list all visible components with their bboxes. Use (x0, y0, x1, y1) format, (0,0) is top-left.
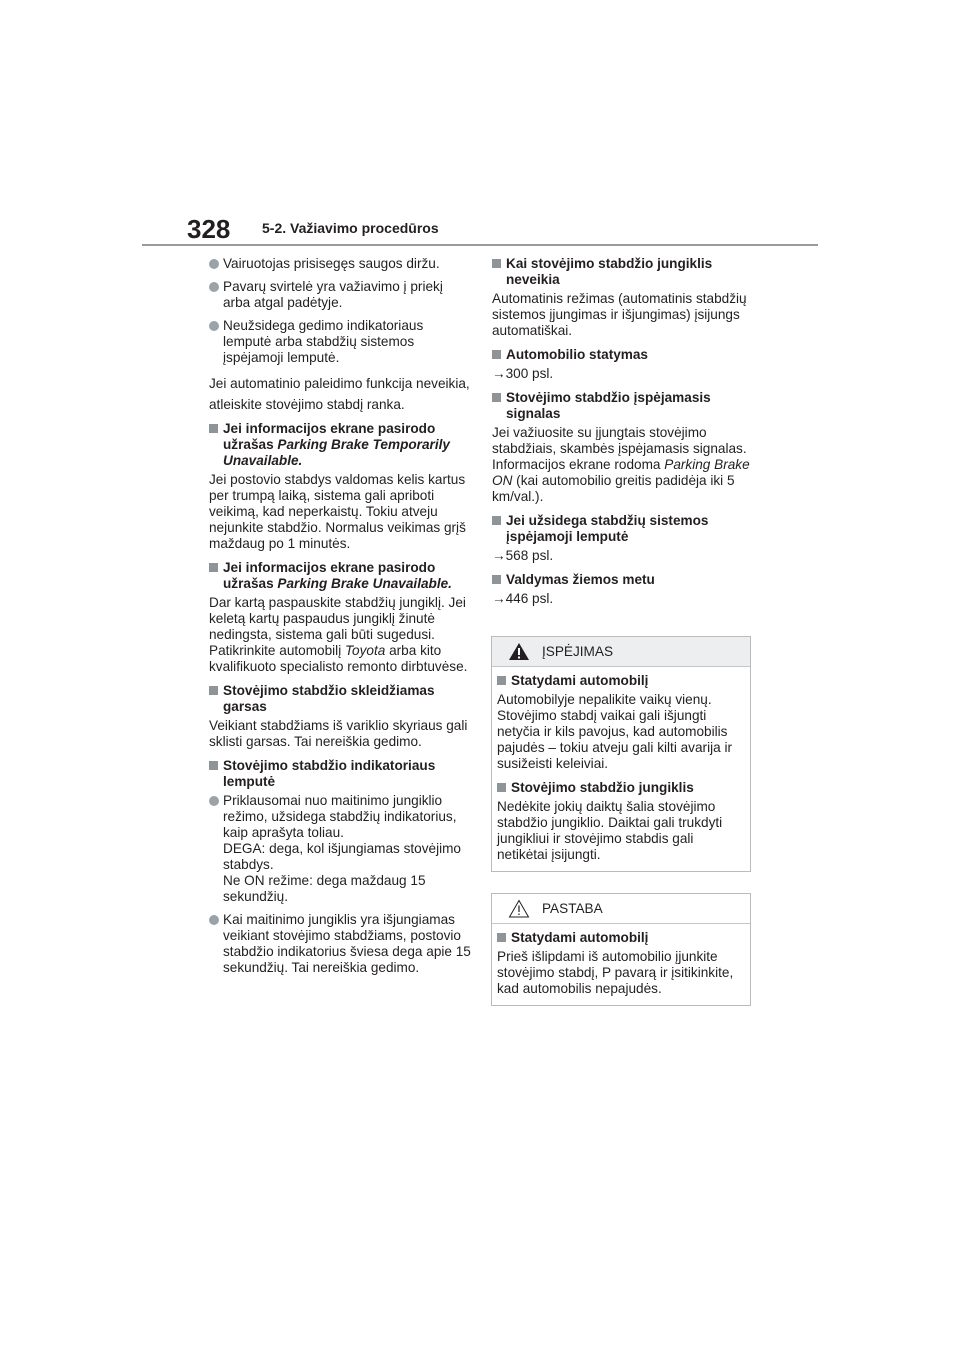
section-title: 5-2. Važiavimo procedūros (262, 220, 439, 236)
square-bullet-icon (492, 259, 501, 268)
bullet-icon (209, 259, 219, 269)
section-body: Automobilyje nepalikite vaikų vienų. Stovėjimo stabdį vaikai gali išjungti netyčia ir kils pavojus, kad automobilis pajudės – tokiu atveju gali kilti avarija ir susižeisti keleiviai. (497, 692, 732, 771)
section-heading: Kai stovėjimo stabdžio jungiklis neveikia (492, 256, 750, 288)
section-heading: Stovėjimo stabdžio įspėjamasis signalas (492, 390, 750, 422)
section-heading: Stovėjimo stabdžio jungiklis (497, 780, 745, 796)
list-item: Vairuotojas prisisegęs saugos diržu. (209, 256, 471, 272)
section-body: Automatinis režimas (automatinis stabdžių sistemos įjungimas ir išjungimas) įsijungs automatiškai. (492, 291, 747, 338)
square-bullet-icon (492, 575, 501, 584)
section-heading: Jei užsidega stabdžių sistemos įspėjamoji lemputė (492, 513, 750, 545)
square-bullet-icon (492, 393, 501, 402)
square-bullet-icon (209, 686, 218, 695)
bullet-icon (209, 282, 219, 292)
square-bullet-icon (492, 516, 501, 525)
square-bullet-icon (497, 783, 506, 792)
section-body: Prieš išlipdami iš automobilio įjunkite stovėjimo stabdį, P pavarą ir įsitikinkite, kad automobilis nepajudės. (497, 949, 734, 996)
square-bullet-icon (209, 761, 218, 770)
section-body: Jei postovio stabdys valdomas kelis kartus per trumpą laiką, sistema gali apriboti veikimą, kad neperkaistų. Tokiu atveju nejunkite stabdžio. Normalus veikimas grįš maždaug po 1 minutės. (209, 472, 466, 551)
bullet-icon (209, 796, 219, 806)
list-item: Neužsidega gedimo indikatoriaus lemputė arba stabdžių sistemos įspėjamoji lemputė. (209, 318, 471, 366)
bullet-icon (209, 321, 219, 331)
square-bullet-icon (209, 424, 218, 433)
page-reference: →300 psl. (492, 366, 554, 381)
bullet-icon (209, 915, 219, 925)
square-bullet-icon (497, 933, 506, 942)
list-item: Pavarų svirtelė yra važiavimo į priekį arba atgal padėtyje. (209, 279, 471, 311)
left-column (209, 256, 471, 983)
notice-box (491, 893, 751, 1006)
page-number: 328 (187, 214, 231, 244)
square-bullet-icon (492, 350, 501, 359)
warning-triangle-icon (508, 642, 530, 661)
notice-triangle-icon (508, 899, 530, 918)
section-heading: Jei informacijos ekrane pasirodo užrašas Parking Brake Unavailable. (209, 560, 471, 592)
notice-title: PASTABA (542, 901, 603, 916)
section-body: Nedėkite jokių daiktų šalia stovėjimo stabdžio jungiklio. Daiktai gali trukdyti jungikliui ir stovėjimo stabdis gali netikėtai įsijungti. (497, 799, 723, 862)
list-item: Priklausomai nuo maitinimo jungiklio režimo, užsidega stabdžių indikatorius, kaip aprašyta toliau. DEGA: dega, kol išjungiamas stovėjimo stabdys. Ne ON režime: dega maždaug 15 sekundžių. (209, 793, 471, 905)
page-reference: →446 psl. (492, 591, 554, 606)
section-heading: Automobilio statymas (492, 347, 750, 363)
section-heading: Statydami automobilį (497, 673, 745, 689)
section-heading: Jei informacijos ekrane pasirodo užrašas Parking Brake Temporarily Unavailable. (209, 421, 471, 469)
notice-box-header (492, 894, 750, 924)
section-heading: Stovėjimo stabdžio skleidžiamas garsas (209, 683, 471, 715)
auto-start-note: Jei automatinio paleidimo funkcija neveikia, atleiskite stovėjimo stabdį ranka. (209, 376, 470, 412)
section-heading: Statydami automobilį (497, 930, 745, 946)
warning-title: ĮSPĖJIMAS (542, 644, 614, 659)
square-bullet-icon (209, 563, 218, 572)
section-heading: Stovėjimo stabdžio indikatoriaus lemputė (209, 758, 471, 790)
page-reference: →568 psl. (492, 548, 554, 563)
section-body: Dar kartą paspauskite stabdžių jungiklį. Jei keletą kartų paspaudus jungiklį žinutė nedingsta, sistema gali būti sugedusi. Patikrinkite automobilį Toyota arba kito kvalifikuoto specialisto remonto dirbtuvėse. (209, 595, 468, 674)
section-body: Jei važiuosite su įjungtais stovėjimo stabdžiais, skambės įspėjamasis signalas. Informacijos ekrane rodoma Parking Brake ON (kai automobilio greitis padidėja iki 5 km/val.). (492, 425, 750, 504)
notice-box-body (492, 924, 750, 1005)
right-column (492, 256, 750, 615)
warning-box-body (492, 667, 750, 871)
header-divider (142, 244, 818, 246)
section-heading: Valdymas žiemos metu (492, 572, 750, 588)
warning-box (491, 636, 751, 872)
square-bullet-icon (497, 676, 506, 685)
list-item: Kai maitinimo jungiklis yra išjungiamas veikiant stovėjimo stabdžiams, postovio stabdžio indikatorius šviesa dega apie 15 sekundžių. Tai nereiškia gedimo. (209, 912, 471, 976)
section-body: Veikiant stabdžiams iš variklio skyriaus gali sklisti garsas. Tai nereiškia gedimo. (209, 718, 468, 749)
warning-box-header (492, 637, 750, 667)
